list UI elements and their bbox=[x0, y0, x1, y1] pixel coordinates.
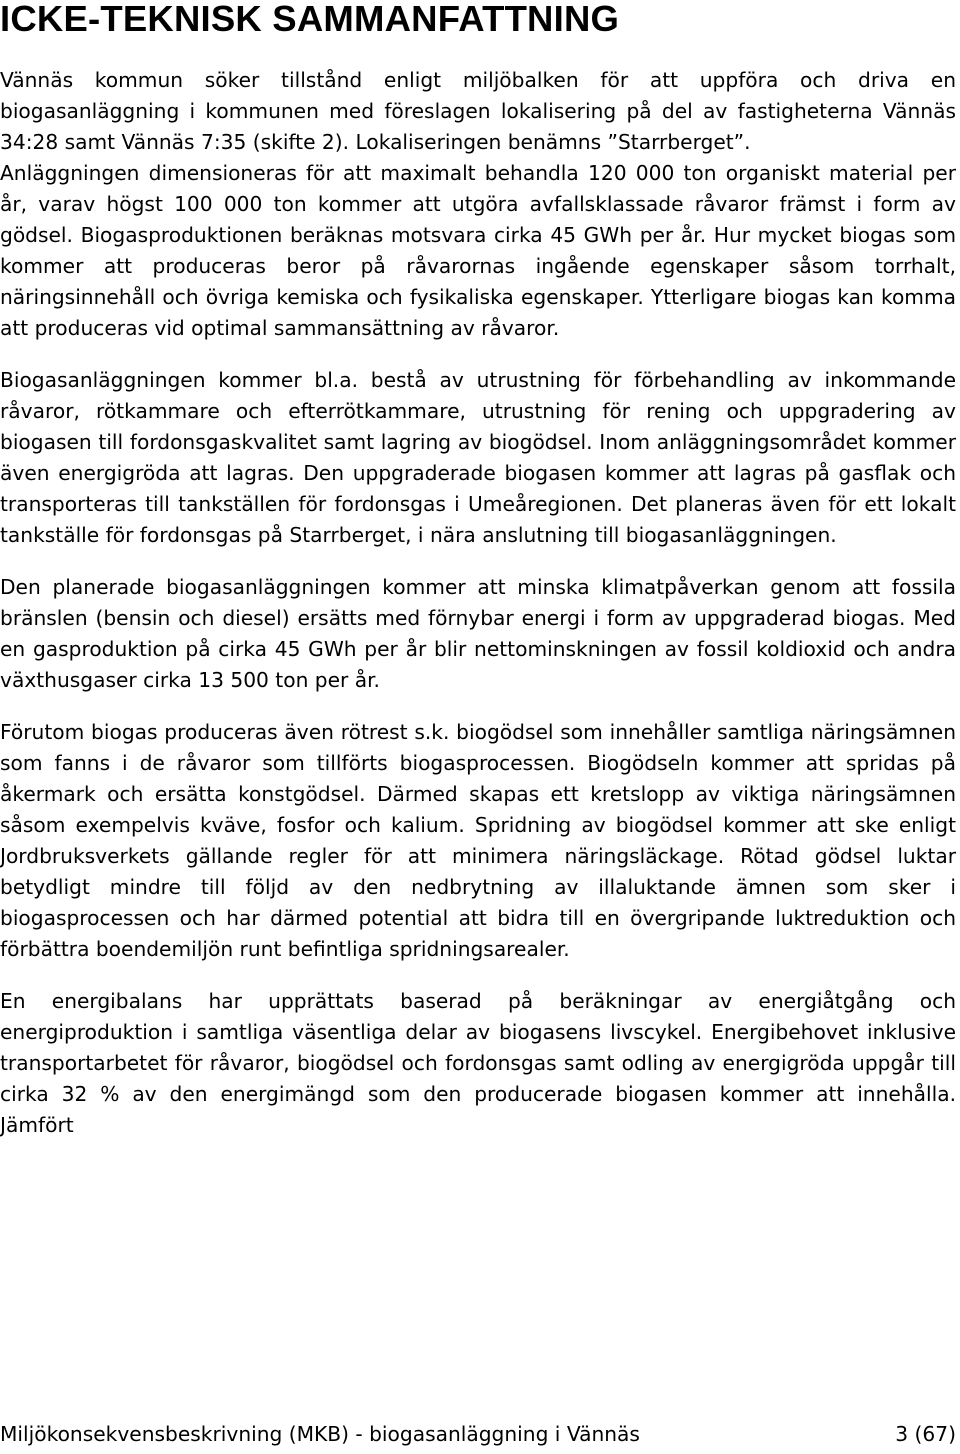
body-text bbox=[0, 65, 956, 1141]
paragraph-application: Vännäs kommun söker tillstånd enligt miljöbalken för att uppföra och driva en biogasanläggning i kommunen med föreslagen lokalisering på del av fastigheterna Vännäs 34:28 samt Vännäs 7:35 (skifte 2). Lokaliseringen benämns ”Starrberget”. bbox=[0, 68, 956, 154]
footer-page-number: 3 (67) bbox=[895, 1422, 956, 1446]
page-title: ICKE-TEKNISK SAMMANFATTNING bbox=[0, 0, 620, 39]
paragraph-dimensioning: Anläggningen dimensioneras för att maximalt behandla 120 000 ton organiskt material per år, varav högst 100 000 ton kommer att utgöra avfallsklassade råvaror främst i form av gödsel. Biogasproduktionen beräknas motsvara cirka 45 GWh per år. Hur mycket biogas som kommer att produceras beror på råvarornas ingående egenskaper såsom torrhalt, näringsinnehåll och övriga kemiska och fysikaliska egenskaper. Ytterligare biogas kan komma att produceras vid optimal sammansättning av råvaror. bbox=[0, 161, 956, 340]
paragraph-climate-impact: Den planerade biogasanläggningen kommer att minska klimatpåverkan genom att fossila bränslen (bensin och diesel) ersätts med förnybar energi i form av uppgraderad biogas. Med en gasproduktion på cirka 45 GWh per år blir nettominskningen av fossil koldioxid och andra växthusgaser cirka 13 500 ton per år. bbox=[0, 575, 956, 692]
paragraph-biofertilizer: Förutom biogas produceras även rötrest s.k. biogödsel som innehåller samtliga näringsämnen som fanns i de råvaror som tillförts biogasprocessen. Biogödseln kommer att spridas på åkermark och ersätta konstgödsel. Därmed skapas ett kretslopp av viktiga näringsämnen såsom exempelvis kväve, fosfor och kalium. Spridning av biogödsel kommer att ske enligt Jordbruksverkets gällande regler för att minimera näringsläckage. Rötad gödsel luktar betydligt mindre till följd av den nedbrytning av illaluktande ämnen som sker i biogasprocessen och har därmed potential att bidra till en övergripande luktreduktion och förbättra boendemiljön runt befintliga spridningsarealer. bbox=[0, 720, 956, 961]
page-footer bbox=[0, 1418, 956, 1450]
footer-document-name: Miljökonsekvensbeskrivning (MKB) - biogasanläggning i Vännäs bbox=[0, 1422, 640, 1446]
paragraph-energy-balance: En energibalans har upprättats baserad på beräkningar av energiåtgång och energiproduktion i samtliga väsentliga delar av biogasens livscykel. Energibehovet inklusive transportarbetet för råvaror, biogödsel och fordonsgas samt odling av energigröda uppgår till cirka 32 % av den energimängd som den producerade biogasen kommer att innehålla. Jämfört bbox=[0, 989, 956, 1137]
paragraph-equipment: Biogasanläggningen kommer bl.a. bestå av utrustning för förbehandling av inkommande råvaror, rötkammare och efterrötkammare, utrustning för rening och uppgradering av biogasen till fordonsgaskvalitet samt lagring av biogödsel. Inom anläggningsområdet kommer även energigröda att lagras. Den uppgraderade biogasen kommer att lagras på gasflak och transporteras till tankställen för fordonsgas i Umeåregionen. Det planeras även för ett lokalt tankställe för fordonsgas på Starrberget, i nära anslutning till biogasanläggningen. bbox=[0, 368, 956, 547]
